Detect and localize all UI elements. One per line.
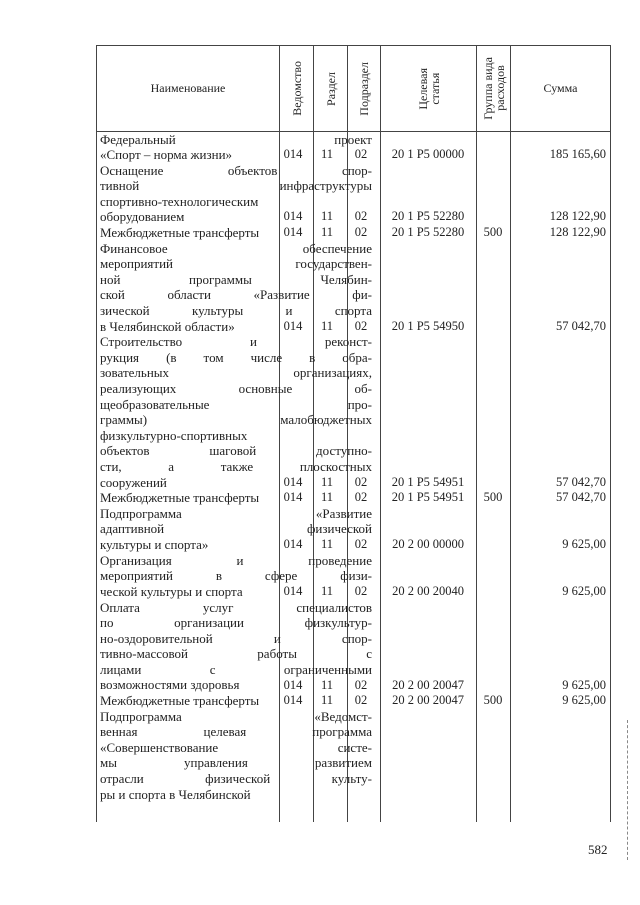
- row-name-line: оборудованием: [100, 209, 185, 225]
- row-name-line: Строительство и реконст-: [100, 334, 372, 350]
- row-name-line: сти, а также плоскостных: [100, 459, 372, 475]
- row-name-line: мероприятий государствен-: [100, 256, 372, 272]
- row-name-line: ской области «Развитие фи-: [100, 287, 372, 303]
- row-vedomstvo: 014: [283, 583, 303, 598]
- row-razdel: 11: [320, 318, 334, 333]
- page-number: 582: [588, 842, 608, 857]
- row-summa: 185 165,60: [549, 147, 606, 162]
- row-summa: 9 625,00: [562, 693, 606, 708]
- row-razdel: 11: [320, 147, 334, 162]
- row-vedomstvo: 014: [283, 537, 303, 552]
- col-border: [610, 45, 611, 822]
- header-name: [97, 46, 279, 131]
- row-celevaya: 20 2 00 20040: [392, 583, 464, 598]
- row-vedomstvo: 014: [283, 147, 303, 162]
- row-vedomstvo: 014: [283, 693, 303, 708]
- header-summa: [511, 46, 610, 131]
- row-name-line: Оснащение объектов спор-: [100, 162, 372, 178]
- row-podrazdel: 02: [354, 583, 368, 598]
- row-name-line: зовательных организациях,: [100, 365, 372, 381]
- row-name: [100, 334, 372, 490]
- row-podrazdel: 02: [354, 147, 368, 162]
- header-celevaya: [381, 46, 476, 131]
- row-podrazdel: 02: [354, 209, 368, 224]
- row-name-line: ной программы Челябин-: [100, 271, 372, 287]
- row-name-line: Организация и проведение: [100, 552, 372, 568]
- row-name-line: отрасли физической культу-: [100, 771, 372, 787]
- row-name-line: мы управления развитием: [100, 755, 372, 771]
- header-gruppa-label: [482, 57, 506, 120]
- header-vedomstvo: [280, 46, 313, 131]
- row-name-line: Межбюджетные трансферты: [100, 490, 260, 506]
- row-name-line: тивно-массовой работы с: [100, 646, 372, 662]
- row-razdel: 11: [320, 583, 334, 598]
- row-summa: 9 625,00: [562, 677, 606, 692]
- row-razdel: 11: [320, 209, 334, 224]
- row-name-line: Финансовое обеспечение: [100, 240, 372, 256]
- row-summa: 9 625,00: [562, 537, 606, 552]
- row-name-line: «Совершенствование систе-: [100, 739, 372, 755]
- row-razdel: 11: [320, 677, 334, 692]
- header-razdel: [314, 46, 347, 131]
- row-celevaya: 20 2 00 00000: [392, 537, 464, 552]
- row-podrazdel: 02: [354, 318, 368, 333]
- header-name-label: Наименование: [150, 81, 226, 95]
- header-podrazdel: [348, 46, 380, 131]
- row-name-line: «Спорт – норма жизни»: [100, 147, 233, 163]
- row-name-line: мероприятий в сфере физи-: [100, 568, 372, 584]
- row-name-line: но-оздоровительной и спор-: [100, 630, 372, 646]
- row-name-line: ры и спорта в Челябинской: [100, 786, 251, 802]
- row-razdel: 11: [320, 474, 334, 489]
- row-summa: 128 122,90: [549, 209, 606, 224]
- row-podrazdel: 02: [354, 490, 368, 505]
- header-gruppa-line1: Группа вида: [480, 57, 495, 120]
- row-podrazdel: 02: [354, 225, 368, 240]
- row-podrazdel: 02: [354, 677, 368, 692]
- margin-mark: [627, 720, 629, 860]
- row-name-line: возможностями здоровья: [100, 677, 240, 693]
- header-vedomstvo-label: Ведомство: [289, 61, 304, 116]
- header-podrazdel-label: Подраздел: [357, 61, 371, 116]
- row-razdel: 11: [320, 490, 334, 505]
- row-name-line: граммы) малобюджетных: [100, 412, 372, 428]
- row-name-line: щеобразовательные про-: [100, 396, 372, 412]
- row-celevaya: 20 1 Р5 54951: [391, 490, 465, 505]
- row-vedomstvo: 014: [283, 677, 303, 692]
- row-name-line: в Челябинской области»: [100, 318, 235, 334]
- row-name-line: венная целевая программа: [100, 724, 372, 740]
- row-name-line: рукция (в том числе в обра-: [100, 349, 372, 365]
- row-podrazdel: 02: [354, 474, 368, 489]
- header-summa-label: Сумма: [543, 81, 578, 95]
- row-gruppa: 500: [483, 225, 503, 240]
- row-name-line: тивной инфраструктуры: [100, 178, 372, 194]
- row-name-line: по организации физкультур-: [100, 615, 372, 631]
- header-gruppa: [477, 46, 510, 131]
- row-name-line: Подпрограмма «Ведомст-: [100, 708, 372, 724]
- row-gruppa: 500: [483, 693, 503, 708]
- row-name-line: Межбюджетные трансферты: [100, 225, 260, 241]
- row-summa: 57 042,70: [556, 474, 606, 489]
- row-celevaya: 20 1 Р5 54951: [391, 474, 465, 489]
- row-name-line: физкультурно-спортивных: [100, 427, 248, 443]
- row-vedomstvo: 014: [283, 490, 303, 505]
- row-vedomstvo: 014: [283, 474, 303, 489]
- row-name: [100, 709, 372, 803]
- row-name-line: спортивно-технологическим: [100, 193, 259, 209]
- row-name-line: культуры и спорта»: [100, 537, 209, 553]
- row-vedomstvo: 014: [283, 225, 303, 240]
- row-celevaya: 20 2 00 20047: [392, 677, 464, 692]
- row-podrazdel: 02: [354, 537, 368, 552]
- row-name-line: объектов шаговой доступно-: [100, 443, 372, 459]
- header-celevaya-label: [417, 68, 441, 110]
- header-celevaya-line1: Целевая: [415, 67, 430, 110]
- row-name-line: ческой культуры и спорта: [100, 583, 243, 599]
- row-razdel: 11: [320, 537, 334, 552]
- row-summa: 9 625,00: [562, 583, 606, 598]
- row-name-line: Межбюджетные трансферты: [100, 693, 260, 709]
- row-name-line: реализующих основные об-: [100, 381, 372, 397]
- row-celevaya: 20 1 Р5 52280: [391, 209, 465, 224]
- row-name-line: Федеральный проект: [100, 131, 372, 147]
- row-vedomstvo: 014: [283, 209, 303, 224]
- row-gruppa: 500: [483, 490, 503, 505]
- col-border: [96, 45, 97, 822]
- row-razdel: 11: [320, 225, 334, 240]
- row-name-line: адаптивной физической: [100, 521, 372, 537]
- row-celevaya: 20 1 Р5 52280: [391, 225, 465, 240]
- row-summa: 57 042,70: [556, 318, 606, 333]
- row-name-line: зической культуры и спорта: [100, 303, 372, 319]
- row-summa: 57 042,70: [556, 490, 606, 505]
- row-vedomstvo: 014: [283, 318, 303, 333]
- row-name-line: Оплата услуг специалистов: [100, 599, 372, 615]
- row-razdel: 11: [320, 693, 334, 708]
- row-celevaya: 20 1 Р5 00000: [391, 147, 465, 162]
- header-celevaya-line2: статья: [427, 72, 442, 105]
- row-podrazdel: 02: [354, 693, 368, 708]
- row-name-line: лицами с ограниченными: [100, 661, 372, 677]
- row-name-line: Подпрограмма «Развитие: [100, 505, 372, 521]
- row-celevaya: 20 2 00 20047: [392, 693, 464, 708]
- row-celevaya: 20 1 Р5 54950: [391, 318, 465, 333]
- row-summa: 128 122,90: [549, 225, 606, 240]
- row-name-line: сооружений: [100, 474, 167, 490]
- header-gruppa-line2: расходов: [492, 65, 507, 112]
- header-razdel-label: Раздел: [323, 71, 338, 106]
